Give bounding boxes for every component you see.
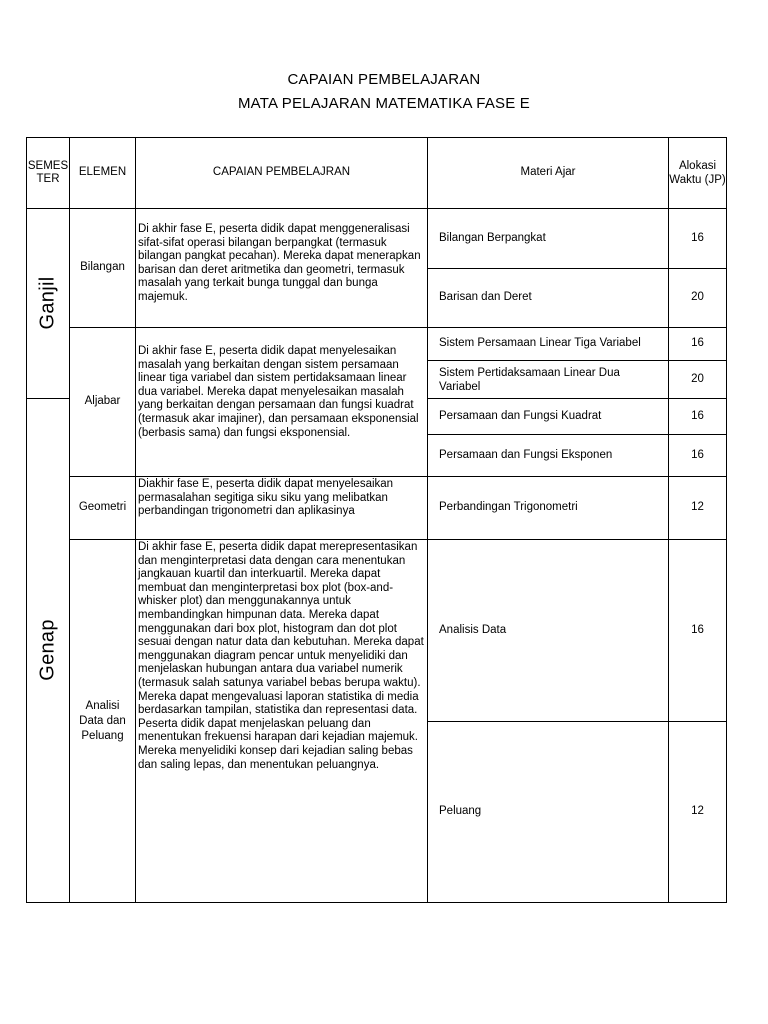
jp-cell: 16 (691, 448, 704, 461)
capaian-bilangan: Di akhir fase E, peserta didik dapat menggeneralisasi sifat-sifat operasi bilangan berpangkat (termasuk bilangan pangkat pecahan). Mereka dapat menerapkan barisan dan deret aritmetika dan geometri, termasuk masalah yang terkait bunga tunggal dan bunga majemuk. (138, 223, 421, 303)
jp-cell: 16 (691, 337, 704, 350)
materi-cell: Sistem Pertidaksamaan Linear Dua Variabel (439, 366, 620, 393)
capaian-analisis-data-peluang: Di akhir fase E, peserta didik dapat merepresentasikan dan menginterpretasi data dengan cara menentukan jangkauan kuartil dan interkuartil. Mereka dapat membuat dan menginterpretasi box plot (box-and-whisker plot) dan menggunakannya untuk membandingkan himpunan data. Mereka dapat menggunakan dari box plot, histogram dan dot plot sesuai dengan natur data dan kebutuhan. Mereka dapat menggunakan diagram pencar untuk menyelidiki dan menjelaskan hubungan antara dua variabel numerik (termasuk salah satunya variabel bebas berupa waktu). Mereka dapat mengevaluasi laporan statistika di media berdasarkan tampilan, statistika dan representasi data. Peserta didik dapat menjelaskan peluang dan menentukan frekuensi harapan dari kejadian majemuk. Mereka menyelidiki konsep dari kejadian saling bebas dan saling lepas, dan menentukan peluangnya. (138, 541, 424, 771)
materi-cell: Persamaan dan Fungsi Kuadrat (439, 409, 602, 422)
element-analisis-data-peluang: Analisi Data dan Peluang (79, 699, 126, 742)
jp-cell: 16 (691, 623, 704, 636)
jp-cell: 16 (691, 231, 704, 244)
jp-cell: 16 (691, 409, 704, 422)
materi-cell: Bilangan Berpangkat (439, 231, 546, 244)
materi-cell: Persamaan dan Fungsi Eksponen (439, 448, 613, 461)
element-bilangan: Bilangan (80, 261, 125, 274)
header-capaian: CAPAIAN PEMBELAJRAN (212, 166, 351, 179)
document-subtitle: MATA PELAJARAN MATEMATIKA FASE E (237, 95, 531, 112)
materi-cell: Peluang (439, 805, 482, 818)
element-aljabar: Aljabar (84, 395, 121, 408)
jp-cell: 12 (691, 501, 704, 514)
materi-cell: Barisan dan Deret (439, 291, 532, 304)
semester-ganjil: Ganjil (36, 276, 59, 330)
materi-cell: Perbandingan Trigonometri (439, 501, 578, 514)
semester-genap: Genap (36, 619, 59, 681)
materi-cell: Sistem Persamaan Linear Tiga Variabel (439, 337, 641, 350)
header-elemen: ELEMEN (78, 166, 127, 179)
jp-cell: 20 (691, 291, 704, 304)
jp-cell: 12 (691, 805, 704, 818)
header-semester: SEMES TER (27, 160, 69, 185)
element-geometri: Geometri (78, 501, 127, 514)
header-materi: Materi Ajar (520, 166, 576, 179)
capaian-geometri: Diakhir fase E, peserta didik dapat menyelesaikan permasalahan segitiga siku siku yang melibatkan perbandingan trigonometri dan aplikasinya (138, 478, 394, 518)
capaian-aljabar: Di akhir fase E, peserta didik dapat menyelesaikan masalah yang berkaitan dengan sistem persamaan linear tiga variabel dan sistem pertidaksamaan linear dua variabel. Mereka dapat menyelesaikan masalah yang berkaitan dengan persamaan dan fungsi kuadrat (termasuk akar imajiner), dan persamaan eksponensial (berbasis sama) dan fungsi eksponensial. (138, 345, 419, 439)
header-alokasi: Alokasi Waktu (JP) (669, 159, 726, 186)
jp-cell: 20 (691, 372, 704, 385)
document-title: CAPAIAN PEMBELAJARAN (287, 71, 481, 88)
materi-cell: Analisis Data (439, 623, 507, 636)
